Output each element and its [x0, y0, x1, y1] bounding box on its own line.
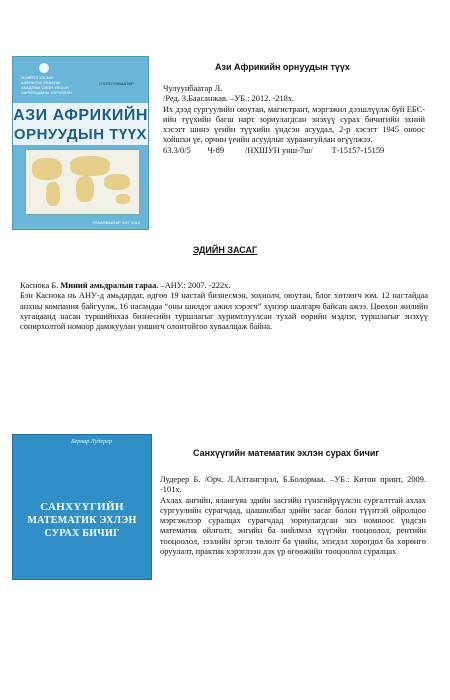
book2-title: Санхүүгийн математик эхлэн сурах бичиг — [193, 448, 380, 458]
book-middle-title: Миний амьдралын гараа. — [60, 281, 159, 290]
book1-entry — [163, 84, 425, 156]
book2-description: Ахлах ангийн, ялангуяа эдийн засгийн гүнзгийрүүлсэн сургалттай ахлах сургуулийн сурагчдад, цаашилбал эдийн засаг болон түүнтэй ойролцоо мэргэжлээр суралцах сурагчдад зориулагдсан энэ номноос үндсэн математик ойлголт, энгийн ба нийлмэл хүүгийн тооцоолол, рентийн тооцоолол, зээлийн эргэн төлөлт ба үнийн, элэгдэл хорогдол ба хөрөнгө оруулалт, практик хэрэглээн дэх үр өгөөжийн тооцоолол суралцах — [160, 495, 426, 557]
book1-library: /НХШУН унш-7ш/ — [244, 145, 313, 155]
book-middle-author: Каснока Б. — [20, 281, 59, 290]
book-cover-asia-africa — [12, 56, 149, 230]
book2-imprint: Лудерер Б. /Орч. Л.Алтангэрэл, Б.Болормаа. –УБ.: Китон принт, 2009. -101х. — [160, 475, 426, 495]
cover-organization: МОНГОЛ УЛСЫН ШИНЖЛЭХ УХААНЫ АКАДЕМИ ОЛОН УЛСЫН ХАРИЛЦААНЫ ХҮРЭЭЛЭН — [21, 75, 72, 95]
book-middle-entry — [20, 281, 428, 332]
cover-author: Л.ЧУЛУУНБААТАР — [99, 81, 134, 86]
cover2-title-line2: МАТЕМАТИК ЭХЛЭН — [27, 515, 137, 526]
cover2-author: Бернар Лудерер — [71, 439, 112, 445]
book1-author: Чулуунбаатар Л. — [163, 84, 223, 93]
book1-title: Ази Африкийн орнуудын түүх — [215, 62, 350, 72]
world-map-image — [25, 149, 140, 215]
book-middle-imprint: –АНУ.: 2007. -222х. — [160, 281, 231, 290]
book-cover-financial-math — [12, 434, 152, 580]
book-middle-citation — [20, 281, 428, 291]
book1-cutter: Ч-89 — [207, 145, 225, 155]
book1-editor-line: /Ред. З.Баасанжав. –УБ.: 2012. -218х. — [163, 94, 295, 104]
emblem-icon — [39, 63, 49, 73]
book1-call-number-row — [163, 146, 425, 156]
book1-description: Их дээд сургуулийн оюутан, магистрант, мэргэжил дээшлүүлж буй ЕБС-ийн түүхийн багш нарт зориулагдсан энэхүү сурах бичигийн эхний хэсэгт шинэ үеийн түүхийн үндсэн асуудал, 2-р хэсэгт 1945 оноос хойшхи үе, орчин үеийн асуудлыг хураангуйлан өгүүлжээ. — [163, 104, 425, 145]
cover2-title-line1: САНХҮҮГИЙН — [40, 501, 124, 513]
cover-title-line1: АЗИ АФРИКИЙН — [13, 107, 148, 124]
book1-class-code: 63.3/0/5 — [163, 145, 191, 155]
cover2-title-line3: СУРАХ БИЧИГ — [44, 528, 120, 539]
cover-title-line2: ОРНУУДЫН ТҮҮХ — [13, 126, 148, 143]
book2-entry — [160, 475, 426, 557]
cover-publisher: УЛААНБААТАР ХОТ 2012 — [92, 220, 140, 225]
book1-inventory: Т-15157-15159 — [331, 145, 385, 155]
section-heading-economics: ЭДИЙН ЗАСАГ — [192, 245, 258, 255]
book-middle-description: Бэн Каснока нь АНУ-д амьдардаг, өдгөө 19 настай бизнесмэн, зохиолч, оюутан, блог хөтлөгч юм. 12 настайдаа анхны компания байгуулж, 16 насандаа “оны шилдэг ажил хэрэгч” хүнээр шалгарч байсан ажээ. Цөөхөн жилийн хугацаанд насан туршийнхаа бизнесийн туршлагыг хуримтлуулсан тухай өөрийн мэдлэг, туршлагыг энэхүү сонирхолтой номоор дамжуулан уншигч олонтойгоо хуваалцаж байна. — [20, 291, 428, 332]
